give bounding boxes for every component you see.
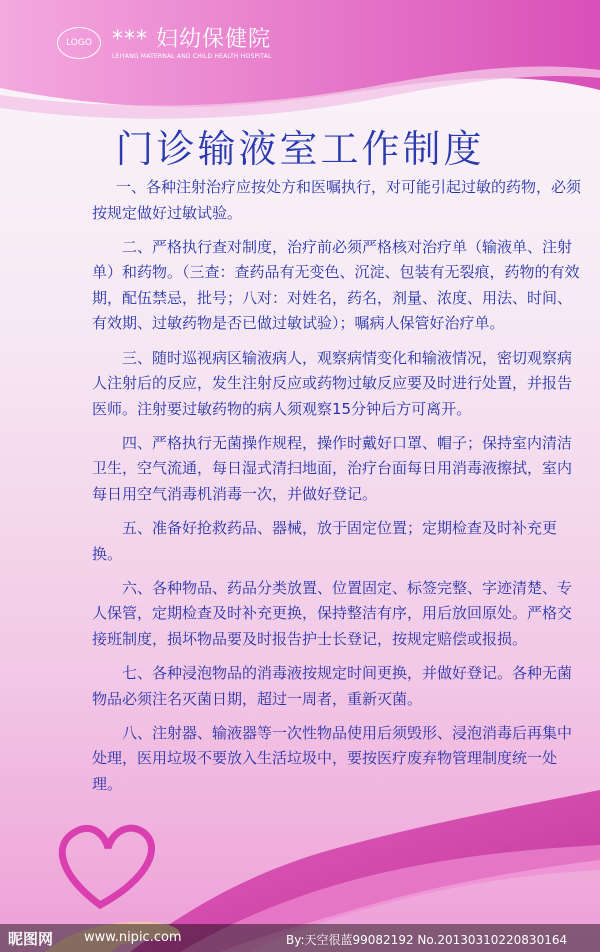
hospital-name: *** 妇幼保健院 <box>112 27 271 52</box>
watermark-site: 昵图网 <box>8 930 54 948</box>
rules-list <box>92 175 582 806</box>
watermark-url: www.nipic.com <box>84 930 182 945</box>
hospital-name-en: LEIYANG MATERNAL AND CHILD HEALTH HOSPITAL <box>112 53 272 60</box>
rule-item: 一、各种注射治疗应按处方和医嘱执行，对可能引起过敏的药物，必须按规定做好过敏试验。 <box>92 178 582 222</box>
rule-item: 四、严格执行无菌操作规程，操作时戴好口罩、帽子；保持室内清洁卫生，空气流通，每日湿式清扫地面，治疗台面每日用消毒液擦拭，室内每日用空气消毒机消毒一次，并做好登记。 <box>92 433 573 504</box>
rule-item: 二、严格执行查对制度，治疗前必须严格核对治疗单（输液单、注射单）和药物。（三查：查药品有无变色、沉淀、包装有无裂痕，药物的有效期，配伍禁忌，批号；八对：对姓名，药名，剂量、浓度、用法、时间、有效期、过敏药物是否已做过敏试验）；嘱病人保管好治疗单。 <box>92 237 580 333</box>
page-title: 门诊输液室工作制度 <box>115 127 485 171</box>
rule-item: 六、各种物品、药品分类放置、位置固定、标签完整、字迹清楚、专人保管，定期检查及时补充更换，保持整洁有序，用后放回原处。严格交接班制度，损坏物品要及时报告护士长登记，按规定赔偿或报损。 <box>92 578 573 648</box>
watermark-id: By:天空很蓝99082192 No.20130310220830164 <box>286 933 568 947</box>
rule-item: 五、准备好抢救药品、器械，放于固定位置；定期检查及时补充更换。 <box>92 519 558 563</box>
heart-ribbon-icon <box>62 828 151 905</box>
rule-item: 七、各种浸泡物品的消毒液按规定时间更换，并做好登记。各种无菌物品必须注名灭菌日期，超过一周者，重新灭菌。 <box>92 664 573 708</box>
logo-badge: LOGO <box>57 27 101 59</box>
rule-item: 三、随时巡视病区输液病人，观察病情变化和输液情况，密切观察病人注射后的反应，发生注射反应或药物过敏反应要及时进行处置，并报告医师。注射要过敏药物的病人须观察15分钟后方可离开。 <box>92 348 573 418</box>
rule-item: 八、注射器、输液器等一次性物品使用后须毁形、浸泡消毒后再集中处理，医用垃圾不要放入生活垃圾中，要按医疗废弃物管理制度统一处理。 <box>92 723 573 793</box>
